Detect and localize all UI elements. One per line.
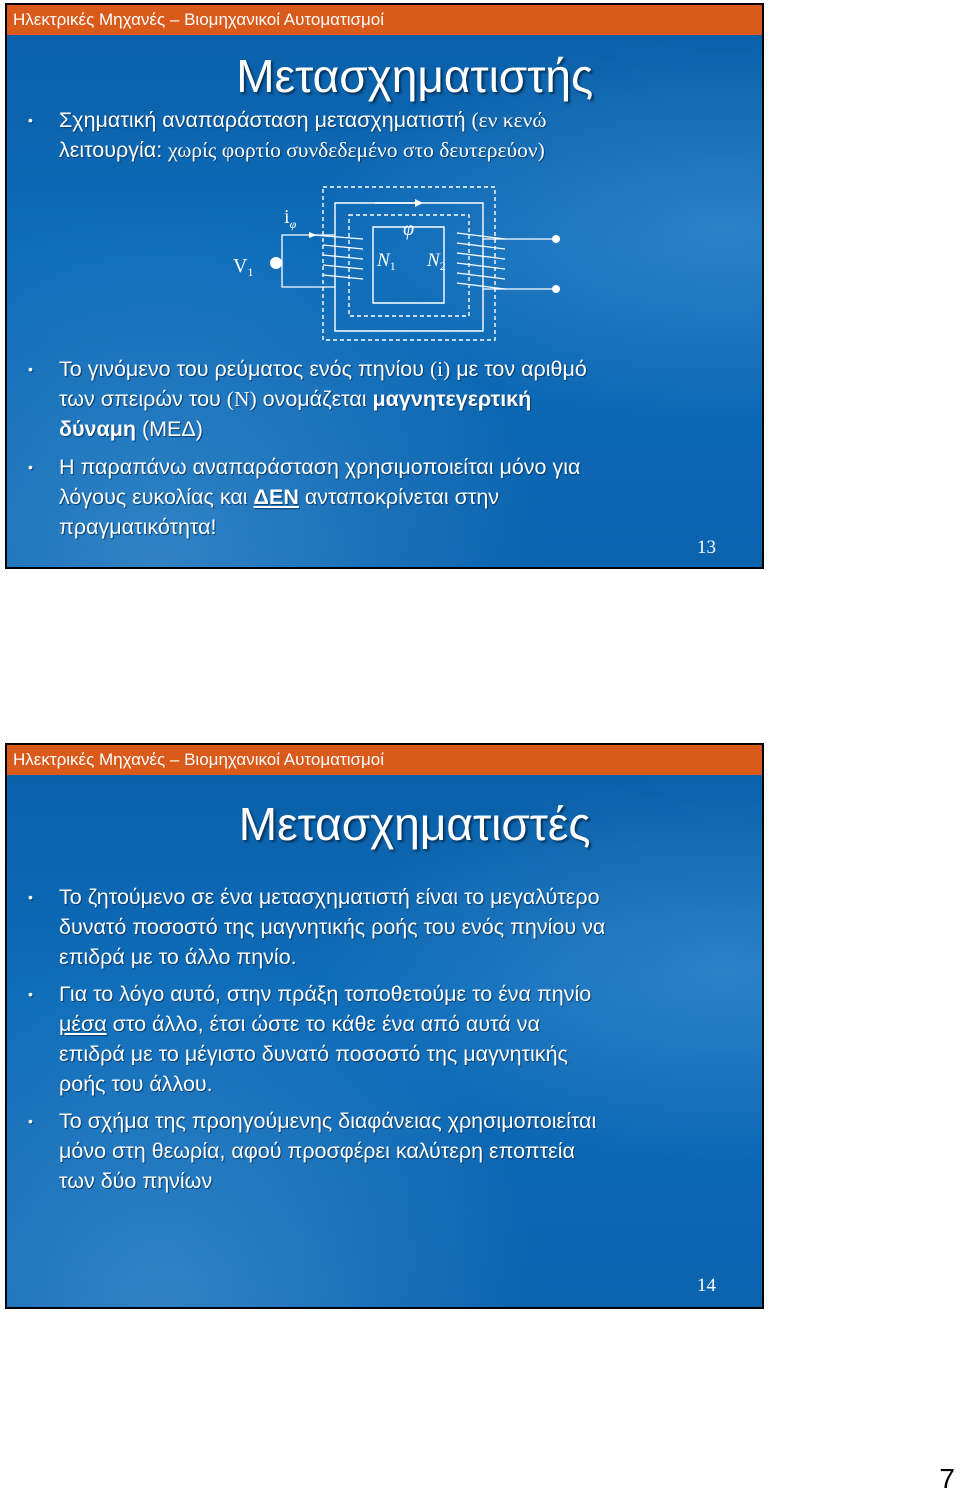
bullet-item: • Για το λόγο αυτό, στην πράξη τοποθετούμε το ένα πηνίο μέσα στο άλλο, έτσι ώστε το κάθε ένα από αυτά να επιδρά με το μέγιστο δυνατό ποσοστό της μαγνητικής ροής του άλλου. xyxy=(59,979,719,1099)
phi-label: φ xyxy=(403,218,415,240)
slide-14 xyxy=(5,743,764,1309)
slide-title: Μετασχηματιστής xyxy=(236,50,594,102)
terminal-dot-icon xyxy=(552,235,560,243)
transformer-diagram xyxy=(7,175,764,345)
slide-header: Ηλεκτρικές Μηχανές – Βιομηχανικοί Αυτοματισμοί xyxy=(7,5,762,35)
slide-number: 14 xyxy=(697,1275,716,1296)
slide-number: 13 xyxy=(697,537,716,558)
current-arrow-icon xyxy=(309,232,317,238)
bullet-item: • Το ζητούμενο σε ένα μετασχηματιστή είναι το μεγαλύτερο δυνατό ποσοστό της μαγνητικής ροής του ενός πηνίου να επιδρά με το άλλο πηνίο. xyxy=(59,882,719,972)
bullet-item: • Σχηματική αναπαράσταση μετασχηματιστή (εν κενώ λειτουργία: χωρίς φορτίο συνδεδεμένο στο δευτερεύον) xyxy=(59,105,719,165)
secondary-coil xyxy=(457,233,507,289)
bullet-item: • Το σχήμα της προηγούμενης διαφάνειας χρησιμοποιείται μόνο στη θεωρία, αφού προσφέρει καλύτερη εποπτεία των δύο πηνίων xyxy=(59,1106,719,1196)
terminal-dot-icon xyxy=(270,257,282,269)
bullet-icon: • xyxy=(28,986,33,1002)
slide-13 xyxy=(5,3,764,569)
i-phi-label: $i_\varphi$ xyxy=(284,206,297,231)
bullet-item: • Το γινόμενο του ρεύματος ενός πηνίου (i) με τον αριθμό των σπειρών του (N) ονομάζεται μαγνητεγερτική δύναμη (ΜΕΔ) xyxy=(59,354,719,444)
n2-label: $N_2$ xyxy=(427,250,446,273)
v1-label: $V_1$ xyxy=(233,255,254,279)
bullet-item: • Η παραπάνω αναπαράσταση χρησιμοποιείται μόνο για λόγους ευκολίας και ΔΕΝ ανταποκρίνεται στην πραγματικότητα! xyxy=(59,452,719,542)
bullet-icon: • xyxy=(28,361,33,377)
bullet-icon: • xyxy=(28,1113,33,1129)
n1-label: $N_1$ xyxy=(377,250,396,273)
terminal-dot-icon xyxy=(552,285,560,293)
primary-coil xyxy=(313,235,363,287)
flux-arrow-icon xyxy=(415,199,423,207)
bullet-icon: • xyxy=(28,112,33,128)
slide-title: Μετασχηματιστές xyxy=(238,798,591,850)
bullet-icon: • xyxy=(28,889,33,905)
page-number: 7 xyxy=(939,1463,955,1494)
bullet-icon: • xyxy=(28,459,33,475)
slide-header: Ηλεκτρικές Μηχανές – Βιομηχανικοί Αυτοματισμοί xyxy=(7,745,762,775)
